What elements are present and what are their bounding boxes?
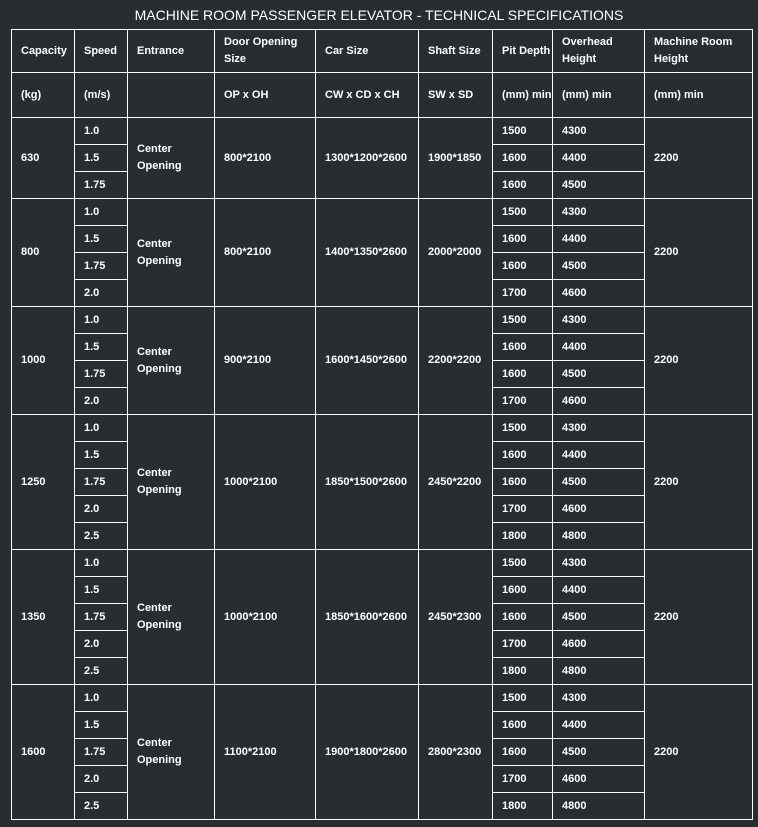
overhead-height-cell: 4600 <box>553 496 645 523</box>
overhead-height-cell: 4600 <box>553 280 645 307</box>
table-row <box>12 685 753 712</box>
header-shaft-size: Shaft Size <box>419 30 493 73</box>
speed-cell: 2.5 <box>75 793 128 820</box>
pit-depth-cell: 1600 <box>493 226 553 253</box>
table-row <box>12 118 753 145</box>
door-opening-cell: 1100*2100 <box>215 685 316 820</box>
speed-cell: 2.0 <box>75 766 128 793</box>
overhead-height-cell: 4800 <box>553 793 645 820</box>
door-opening-cell: 800*2100 <box>215 199 316 307</box>
table-row <box>12 307 753 334</box>
overhead-height-cell: 4500 <box>553 172 645 199</box>
shaft-size-cell: 2450*2300 <box>419 550 493 685</box>
header-door-opening-size: Door Opening Size <box>215 30 316 73</box>
car-size-cell: 1400*1350*2600 <box>316 199 419 307</box>
capacity-cell: 800 <box>12 199 75 307</box>
unit-machine-room-height: (mm) min <box>645 73 753 118</box>
overhead-height-cell: 4800 <box>553 523 645 550</box>
pit-depth-cell: 1800 <box>493 658 553 685</box>
unit-pit-depth: (mm) min <box>493 73 553 118</box>
machine-room-height-cell: 2200 <box>645 199 753 307</box>
entrance-cell: Center Opening <box>128 415 215 550</box>
unit-car-size: CW x CD x CH <box>316 73 419 118</box>
overhead-height-cell: 4300 <box>553 199 645 226</box>
overhead-height-cell: 4400 <box>553 145 645 172</box>
overhead-height-cell: 4500 <box>553 361 645 388</box>
speed-cell: 1.0 <box>75 550 128 577</box>
speed-cell: 2.5 <box>75 658 128 685</box>
pit-depth-cell: 1800 <box>493 523 553 550</box>
speed-cell: 1.5 <box>75 226 128 253</box>
pit-depth-cell: 1600 <box>493 334 553 361</box>
page-title: MACHINE ROOM PASSENGER ELEVATOR - TECHNICAL SPECIFICATIONS <box>134 7 624 23</box>
pit-depth-cell: 1700 <box>493 631 553 658</box>
speed-cell: 1.0 <box>75 199 128 226</box>
overhead-height-cell: 4400 <box>553 334 645 361</box>
overhead-height-cell: 4600 <box>553 631 645 658</box>
door-opening-cell: 1000*2100 <box>215 415 316 550</box>
shaft-size-cell: 2200*2200 <box>419 307 493 415</box>
header-car-size: Car Size <box>316 30 419 73</box>
pit-depth-cell: 1700 <box>493 388 553 415</box>
header-speed: Speed <box>75 30 128 73</box>
pit-depth-cell: 1500 <box>493 685 553 712</box>
pit-depth-cell: 1600 <box>493 361 553 388</box>
pit-depth-cell: 1500 <box>493 199 553 226</box>
overhead-height-cell: 4400 <box>553 577 645 604</box>
capacity-cell: 1350 <box>12 550 75 685</box>
overhead-height-cell: 4500 <box>553 469 645 496</box>
header-overhead-height: Overhead Height <box>553 30 645 73</box>
pit-depth-cell: 1600 <box>493 469 553 496</box>
speed-cell: 1.0 <box>75 307 128 334</box>
entrance-cell: Center Opening <box>128 199 215 307</box>
overhead-height-cell: 4300 <box>553 550 645 577</box>
header-row <box>12 30 753 73</box>
machine-room-height-cell: 2200 <box>645 118 753 199</box>
overhead-height-cell: 4500 <box>553 604 645 631</box>
unit-entrance <box>128 73 215 118</box>
pit-depth-cell: 1800 <box>493 793 553 820</box>
machine-room-height-cell: 2200 <box>645 307 753 415</box>
pit-depth-cell: 1600 <box>493 172 553 199</box>
entrance-cell: Center Opening <box>128 550 215 685</box>
speed-cell: 2.0 <box>75 496 128 523</box>
speed-cell: 1.0 <box>75 118 128 145</box>
capacity-cell: 1250 <box>12 415 75 550</box>
speed-cell: 1.75 <box>75 604 128 631</box>
car-size-cell: 1850*1500*2600 <box>316 415 419 550</box>
pit-depth-cell: 1500 <box>493 307 553 334</box>
entrance-cell: Center Opening <box>128 685 215 820</box>
speed-cell: 1.5 <box>75 442 128 469</box>
table-row <box>12 550 753 577</box>
pit-depth-cell: 1600 <box>493 739 553 766</box>
overhead-height-cell: 4600 <box>553 388 645 415</box>
header-entrance: Entrance <box>128 30 215 73</box>
header-pit-depth: Pit Depth <box>493 30 553 73</box>
overhead-height-cell: 4500 <box>553 253 645 280</box>
shaft-size-cell: 2000*2000 <box>419 199 493 307</box>
shaft-size-cell: 1900*1850 <box>419 118 493 199</box>
unit-door-opening-size: OP x OH <box>215 73 316 118</box>
capacity-cell: 1600 <box>12 685 75 820</box>
shaft-size-cell: 2450*2200 <box>419 415 493 550</box>
speed-cell: 1.75 <box>75 739 128 766</box>
door-opening-cell: 900*2100 <box>215 307 316 415</box>
pit-depth-cell: 1600 <box>493 442 553 469</box>
speed-cell: 1.75 <box>75 469 128 496</box>
pit-depth-cell: 1600 <box>493 253 553 280</box>
header-capacity: Capacity <box>12 30 75 73</box>
pit-depth-cell: 1700 <box>493 280 553 307</box>
speed-cell: 2.0 <box>75 280 128 307</box>
speed-cell: 1.75 <box>75 172 128 199</box>
spec-table-body <box>12 30 753 820</box>
unit-capacity: (kg) <box>12 73 75 118</box>
machine-room-height-cell: 2200 <box>645 415 753 550</box>
speed-cell: 1.0 <box>75 415 128 442</box>
door-opening-cell: 1000*2100 <box>215 550 316 685</box>
speed-cell: 1.5 <box>75 577 128 604</box>
capacity-cell: 1000 <box>12 307 75 415</box>
car-size-cell: 1600*1450*2600 <box>316 307 419 415</box>
capacity-cell: 630 <box>12 118 75 199</box>
overhead-height-cell: 4300 <box>553 685 645 712</box>
table-row <box>12 199 753 226</box>
overhead-height-cell: 4300 <box>553 415 645 442</box>
car-size-cell: 1300*1200*2600 <box>316 118 419 199</box>
speed-cell: 1.75 <box>75 253 128 280</box>
overhead-height-cell: 4300 <box>553 307 645 334</box>
pit-depth-cell: 1600 <box>493 577 553 604</box>
header-machine-room-height: Machine Room Height <box>645 30 753 73</box>
overhead-height-cell: 4400 <box>553 442 645 469</box>
overhead-height-cell: 4300 <box>553 118 645 145</box>
speed-cell: 1.5 <box>75 712 128 739</box>
speed-cell: 1.5 <box>75 334 128 361</box>
machine-room-height-cell: 2200 <box>645 550 753 685</box>
car-size-cell: 1900*1800*2600 <box>316 685 419 820</box>
door-opening-cell: 800*2100 <box>215 118 316 199</box>
speed-cell: 2.0 <box>75 388 128 415</box>
pit-depth-cell: 1700 <box>493 496 553 523</box>
pit-depth-cell: 1500 <box>493 118 553 145</box>
machine-room-height-cell: 2200 <box>645 685 753 820</box>
pit-depth-cell: 1600 <box>493 145 553 172</box>
pit-depth-cell: 1600 <box>493 712 553 739</box>
unit-shaft-size: SW x SD <box>419 73 493 118</box>
units-row <box>12 73 753 118</box>
overhead-height-cell: 4400 <box>553 226 645 253</box>
speed-cell: 1.0 <box>75 685 128 712</box>
overhead-height-cell: 4500 <box>553 739 645 766</box>
entrance-cell: Center Opening <box>128 307 215 415</box>
unit-overhead-height: (mm) min <box>553 73 645 118</box>
car-size-cell: 1850*1600*2600 <box>316 550 419 685</box>
speed-cell: 1.75 <box>75 361 128 388</box>
entrance-cell: Center Opening <box>128 118 215 199</box>
overhead-height-cell: 4800 <box>553 658 645 685</box>
shaft-size-cell: 2800*2300 <box>419 685 493 820</box>
pit-depth-cell: 1600 <box>493 604 553 631</box>
unit-speed: (m/s) <box>75 73 128 118</box>
overhead-height-cell: 4600 <box>553 766 645 793</box>
spec-table <box>11 29 753 820</box>
pit-depth-cell: 1700 <box>493 766 553 793</box>
table-row <box>12 415 753 442</box>
speed-cell: 1.5 <box>75 145 128 172</box>
pit-depth-cell: 1500 <box>493 415 553 442</box>
overhead-height-cell: 4400 <box>553 712 645 739</box>
speed-cell: 2.5 <box>75 523 128 550</box>
speed-cell: 2.0 <box>75 631 128 658</box>
pit-depth-cell: 1500 <box>493 550 553 577</box>
